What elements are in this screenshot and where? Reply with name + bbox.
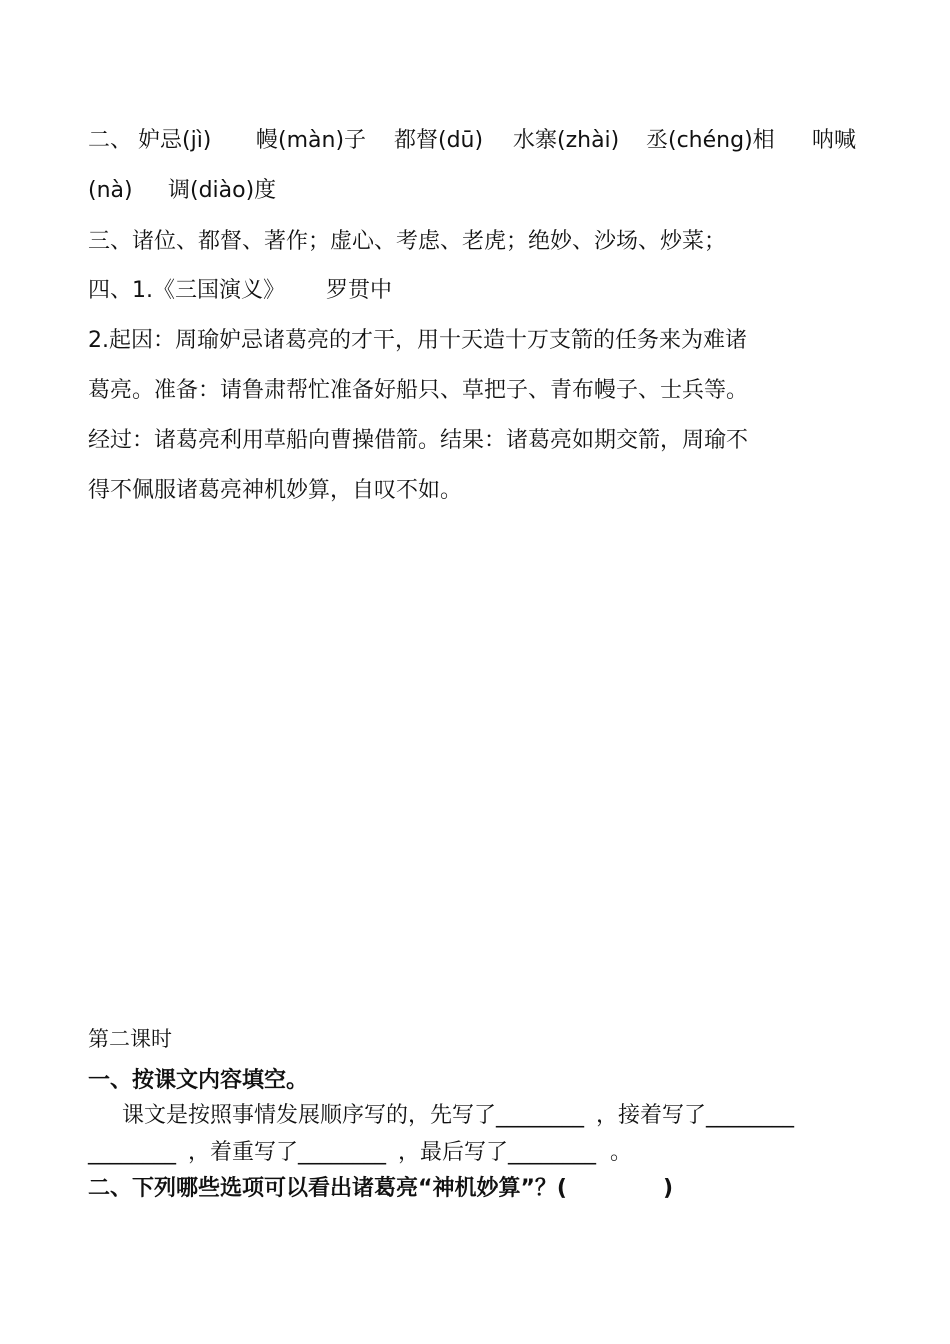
question1-line1 xyxy=(122,1101,794,1131)
pinyin-word: 水寨(zhài) xyxy=(513,128,620,153)
pinyin-word: 都督(dū) xyxy=(394,128,484,153)
section4-item1 xyxy=(88,276,392,306)
pinyin-word: 丞(chéng)相 xyxy=(646,128,775,153)
book-title: 四、1.《三国演义》 xyxy=(88,278,285,303)
fill-blank[interactable]: ________ xyxy=(508,1140,597,1165)
question1-text: ，最后写了 xyxy=(398,1140,509,1165)
pinyin-word: 幔(màn)子 xyxy=(256,128,367,153)
pinyin-word: (nà) xyxy=(88,178,133,203)
question1-text: 。 xyxy=(610,1140,633,1165)
question1-text: ，接着写了 xyxy=(596,1103,707,1128)
section2-label: 二、 xyxy=(88,128,133,153)
paragraph-line: 葛亮。准备：请鲁肃帮忙准备好船只、草把子、青布幔子、士兵等。 xyxy=(88,378,749,403)
book-author: 罗贯中 xyxy=(326,278,393,303)
pinyin-word: 呐喊 xyxy=(812,128,857,153)
fill-blank[interactable]: ________ xyxy=(88,1140,176,1165)
question2 xyxy=(88,1174,673,1204)
question1-title: 一、按课文内容填空。 xyxy=(88,1068,309,1093)
question1-text: ，着重写了 xyxy=(188,1140,299,1165)
pinyin-row-2 xyxy=(88,176,488,206)
question1-line2 xyxy=(88,1138,632,1168)
fill-blank[interactable]: ________ xyxy=(496,1103,585,1128)
paragraph-line: 2.起因：周瑜妒忌诸葛亮的才干，用十天造十万支箭的任务来为难诸 xyxy=(88,328,747,353)
question1-text: 课文是按照事情发展顺序写的，先写了 xyxy=(122,1103,497,1128)
pinyin-word: 调(diào)度 xyxy=(168,178,277,203)
question2-close: ) xyxy=(662,1176,674,1201)
pinyin-word: 妒忌(jì) xyxy=(138,128,212,153)
question2-title: 二、下列哪些选项可以看出诸葛亮“神机妙算”？( xyxy=(88,1176,567,1201)
paragraph-line: 得不佩服诸葛亮神机妙算，自叹不如。 xyxy=(88,478,463,503)
fill-blank[interactable]: ________ xyxy=(706,1103,795,1128)
paragraph-line: 经过：诸葛亮利用草船向曹操借箭。结果：诸葛亮如期交箭，周瑜不 xyxy=(88,428,749,453)
pinyin-row-1 xyxy=(88,126,878,156)
fill-blank[interactable]: ________ xyxy=(298,1140,387,1165)
section3-text: 三、诸位、都督、著作；虚心、考虑、老虎；绝妙、沙场、炒菜； xyxy=(88,229,727,254)
lesson-title: 第二课时 xyxy=(88,1027,172,1051)
